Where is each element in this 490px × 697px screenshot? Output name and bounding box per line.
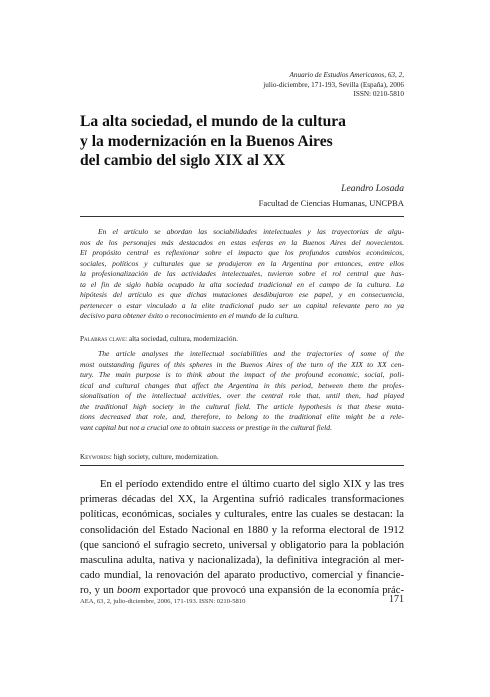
journal-issue: julio-diciembre, 171-193, Sevilla (España), 2006 [263,80,404,89]
abstract-line: tical and cultural changes that affect the Argentina in this period, between them the profes- [80,380,404,390]
abstract-english [80,349,404,433]
author-name: Leandro Losada [341,183,404,194]
abstract-line: tury. The main purpose is to think about the impact of the profound economic, social, poli- [80,370,404,379]
abstract-line: sionalisation of the intellectual activities, over the central role that, until then, had played [80,391,404,400]
page-number: 171 [389,594,404,605]
body-line: (que sancionó el sufragio secreto, universal y obligatorio para la población [80,539,404,551]
abstract-line: nos de los personajes más destacados en estas esferas en la Buenos Aires del novecientos. [80,237,404,247]
abstract-divider [80,465,404,466]
abstract-line: sociales, políticos y culturales que se produjeron en la Argentina por entonces, entre ellos [80,258,404,268]
title-line: y la modernización en la Buenos Aires [80,132,333,150]
journal-issn: ISSN: 0210-5810 [353,90,404,99]
abstract-spanish [80,227,404,322]
body-line: En el período extendido entre el último cuarto del siglo XIX y las tres [100,479,404,490]
keywords-english [80,453,404,461]
body-line: políticas, económicas, sociales y culturales, entre las cuales se destacan: la [80,509,404,521]
title-line: del cambio del siglo XIX al XX [80,152,286,170]
body-text [80,477,404,599]
body-fragment: ro, y un [80,585,117,597]
body-line: masculina adulta, nativa y nacionalizada), la definitiva integración al mer- [80,555,404,567]
abstract-line: la profesionalización de las actividades intelectuales, tuvieron sobre el rol central que has- [80,269,404,278]
abstract-line: vant capital but not a crucial one to obtain success or prestige in the cultural field. [80,422,332,432]
abstract-line: En el artículo se abordan las sociabilidades intelectuales y las trayectorias de algu- [98,227,404,236]
abstract-line: tions decreased that role, and, therefore, to belong to the traditional elite might be a rele- [80,412,404,421]
keywords-label: Keywords: [80,453,112,461]
abstract-line: El propósito central es reflexionar sobre el impacto que los profundos cambios económicos, [80,248,404,257]
article-title [80,112,410,171]
abstract-line: The article analyses the intellectual sociabilities and the trajectories of some of the [98,349,404,358]
journal-info [263,71,404,100]
keywords-text: alta sociedad, cultura, modernización. [128,335,238,343]
keywords-text: high society, culture, modernization. [113,453,219,461]
author-affiliation: Facultad de Ciencias Humanas, UNCPBA [258,198,404,208]
header-divider [80,216,404,217]
abstract-line: ta el fin de siglo había ocupado la alta sociedad tradicional en el campo de la cultura. La [80,279,404,289]
keywords-label: Palabras clave: [80,335,128,343]
abstract-line: pertenecer o estar vinculado a la elite tradicional pudo ser un capital relevante pero no ya [80,300,404,310]
abstract-line: decisivo para obtener éxito o reconocimiento en el mundo de la cultura. [80,311,300,320]
body-fragment: exportador que provocó una expansión de la economía prác- [140,585,404,597]
journal-title: Anuario de Estudios Americanos, 63, 2, [289,71,404,79]
abstract-line: most outstanding figures of this spheres in the Buenos Aires of the turn of the XIX to XX cen- [80,359,404,369]
body-line [80,583,404,598]
abstract-line: hipótesis del artículo es que dichas mutaciones desdibujaron ese papel, y en consecuencia, [80,290,404,299]
body-emphasis: boom [116,585,141,597]
abstract-line: the traditional high society in the cultural field. The article hypothesis is that these muta- [80,401,404,411]
body-line: consolidación del Estado Nacional en 1880 y la reforma electoral de 1912 [80,524,404,536]
body-line: primeras décadas del XX, la Argentina sufrió radicales transformaciones [80,494,404,506]
title-line: La alta sociedad, el mundo de la cultura [80,113,346,130]
page-footer: AEA, 63, 2, julio-diciembre, 2006, 171-193. ISSN: 0210-5810 [80,598,246,605]
body-line: cado mundial, la renovación del aparato productivo, comercial y financie- [80,570,404,582]
keywords-spanish [80,335,404,343]
